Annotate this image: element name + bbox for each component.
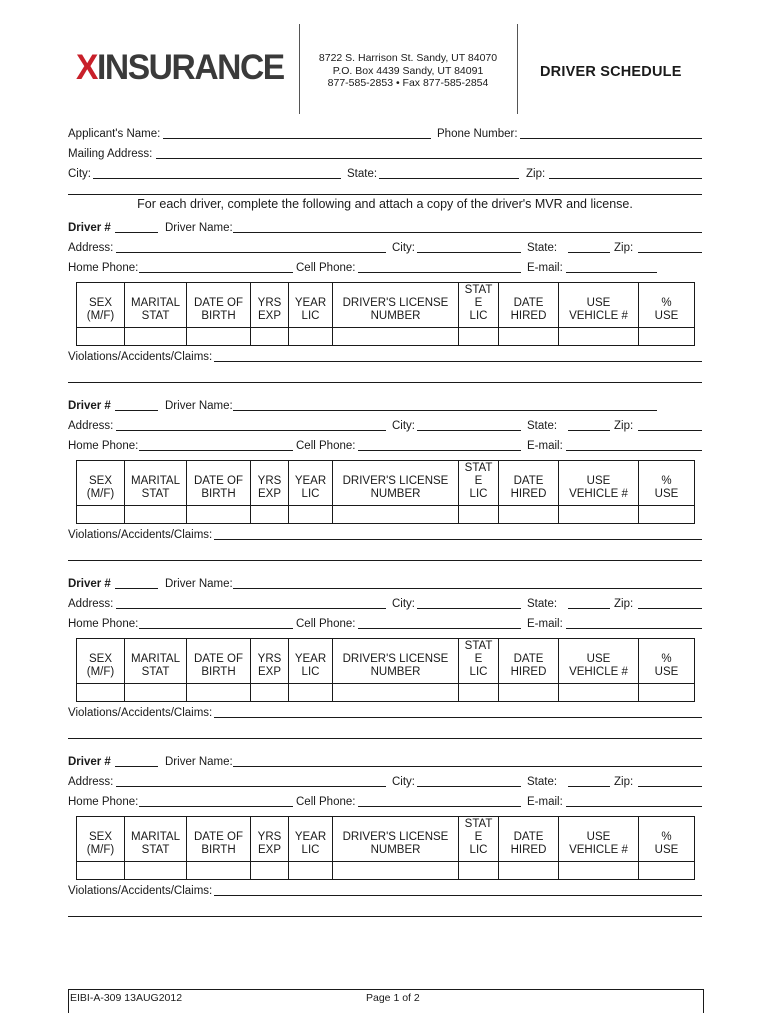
- column-header-text: SEX: [88, 475, 112, 487]
- driver-2-details-table: [76, 460, 695, 524]
- column-header-text: DRIVER'S LICENSE: [342, 653, 449, 665]
- driver-3-number-label: Driver #: [68, 578, 111, 590]
- driver-3-email-field[interactable]: [566, 628, 702, 629]
- column-header: [251, 461, 289, 506]
- column-header-text: %: [661, 831, 672, 843]
- column-header-text: VEHICLE #: [569, 844, 628, 856]
- column-header: [459, 639, 499, 684]
- driver-4-state-label: State:: [527, 776, 558, 788]
- city-label: City:: [68, 168, 91, 180]
- column-header: [77, 817, 125, 862]
- table-cell[interactable]: [187, 684, 251, 702]
- driver-4-cell-phone-field[interactable]: [358, 806, 521, 807]
- table-cell[interactable]: [499, 684, 559, 702]
- column-header: [333, 461, 459, 506]
- column-header-text: MARITAL: [131, 831, 180, 843]
- city-field[interactable]: [93, 178, 341, 179]
- driver-2-email-label: E-mail:: [527, 440, 563, 452]
- zip-label: Zip:: [526, 168, 546, 180]
- table-cell[interactable]: [125, 684, 187, 702]
- table-cell[interactable]: [187, 862, 251, 880]
- driver-3-city-field[interactable]: [417, 608, 521, 609]
- column-header-text: E: [474, 297, 483, 309]
- column-header-text: USE: [586, 297, 611, 309]
- mailing-address-label: Mailing Address:: [68, 148, 153, 160]
- phone-number-label: Phone Number:: [437, 128, 518, 140]
- column-header-text: STAT: [141, 488, 170, 500]
- column-header-text: LIC: [301, 310, 320, 322]
- table-cell[interactable]: [77, 328, 125, 346]
- driver-3-email-label: E-mail:: [527, 618, 563, 630]
- column-header-text: STAT: [464, 640, 493, 652]
- table-cell[interactable]: [639, 506, 695, 524]
- column-header-text: DATE: [513, 653, 544, 665]
- column-header-text: DATE: [513, 297, 544, 309]
- table-cell[interactable]: [289, 328, 333, 346]
- driver-4-address-field[interactable]: [116, 786, 386, 787]
- driver-3-zip-label: Zip:: [614, 598, 634, 610]
- driver-4-email-field[interactable]: [566, 806, 702, 807]
- column-header: [639, 817, 695, 862]
- applicant-name-label: Applicant's Name:: [68, 128, 161, 140]
- column-header-text: MARITAL: [131, 653, 180, 665]
- table-cell[interactable]: [499, 506, 559, 524]
- driver-3-state-label: State:: [527, 598, 558, 610]
- table-cell[interactable]: [251, 506, 289, 524]
- column-header-text: SEX: [88, 297, 112, 309]
- table-cell[interactable]: [499, 862, 559, 880]
- column-header-text: E: [474, 831, 483, 843]
- driver-4-city-label: City:: [392, 776, 415, 788]
- table-cell[interactable]: [559, 328, 639, 346]
- driver-1-email-field[interactable]: [566, 272, 657, 273]
- column-header: [499, 817, 559, 862]
- column-header: [251, 283, 289, 328]
- driver-1-cell-phone-field[interactable]: [358, 272, 521, 273]
- header-divider-left: [299, 24, 300, 114]
- column-header-text: USE: [654, 844, 679, 856]
- driver-2-violations-label: Violations/Accidents/Claims:: [68, 529, 213, 541]
- state-field[interactable]: [379, 178, 519, 179]
- driver-1-number-field[interactable]: [115, 232, 158, 233]
- column-header-text: (M/F): [86, 310, 115, 322]
- column-header-text: %: [661, 297, 672, 309]
- column-header: [459, 283, 499, 328]
- column-header-text: YEAR: [294, 475, 327, 487]
- column-header-text: VEHICLE #: [569, 488, 628, 500]
- column-header-text: EXP: [257, 310, 281, 322]
- driver-4-number-field[interactable]: [115, 766, 158, 767]
- driver-2-city-label: City:: [392, 420, 415, 432]
- table-cell[interactable]: [251, 684, 289, 702]
- driver-3-details-table: [76, 638, 695, 702]
- table-cell[interactable]: [459, 328, 499, 346]
- driver-4-home-phone-field[interactable]: [139, 806, 293, 807]
- instruction-text: For each driver, complete the following and attach a copy of the driver's MVR and license.: [137, 197, 633, 211]
- column-header-text: USE: [586, 831, 611, 843]
- column-header-text: LIC: [469, 488, 488, 500]
- driver-3-cell-phone-label: Cell Phone:: [296, 618, 356, 630]
- column-header: [251, 817, 289, 862]
- driver-2-state-field[interactable]: [568, 430, 610, 431]
- table-cell[interactable]: [333, 328, 459, 346]
- column-header-text: SEX: [88, 831, 112, 843]
- driver-2-cell-phone-label: Cell Phone:: [296, 440, 356, 452]
- table-cell[interactable]: [187, 328, 251, 346]
- column-header: [333, 283, 459, 328]
- column-header: [459, 461, 499, 506]
- column-header: [77, 461, 125, 506]
- driver-4-violations-field[interactable]: [214, 895, 702, 896]
- table-cell[interactable]: [77, 684, 125, 702]
- column-header-text: USE: [654, 488, 679, 500]
- mailing-address-field[interactable]: [156, 158, 702, 159]
- driver-4-email-label: E-mail:: [527, 796, 563, 808]
- applicant-name-field[interactable]: [163, 138, 431, 139]
- driver-1-home-phone-field[interactable]: [139, 272, 293, 273]
- column-header: [559, 817, 639, 862]
- driver-3-cell-phone-field[interactable]: [358, 628, 521, 629]
- column-header-text: NUMBER: [370, 844, 421, 856]
- driver-3-violations-field-2[interactable]: [68, 738, 702, 739]
- column-header: [639, 461, 695, 506]
- table-cell[interactable]: [289, 684, 333, 702]
- table-cell[interactable]: [559, 684, 639, 702]
- column-header-text: DATE OF: [194, 297, 243, 309]
- column-header-text: DRIVER'S LICENSE: [342, 831, 449, 843]
- page-number: Page 1 of 2: [366, 992, 420, 1004]
- column-header: [77, 283, 125, 328]
- column-header: [289, 461, 333, 506]
- company-logo: [76, 48, 285, 88]
- column-header-text: NUMBER: [370, 666, 421, 678]
- driver-4-violations-label: Violations/Accidents/Claims:: [68, 885, 213, 897]
- table-cell[interactable]: [77, 862, 125, 880]
- column-header: [187, 461, 251, 506]
- driver-1-home-phone-label: Home Phone:: [68, 262, 139, 274]
- driver-1-city-field[interactable]: [417, 252, 521, 253]
- driver-1-violations-field[interactable]: [214, 361, 702, 362]
- driver-3-home-phone-label: Home Phone:: [68, 618, 139, 630]
- column-header-text: EXP: [257, 666, 281, 678]
- column-header-text: YRS: [257, 653, 282, 665]
- driver-3-violations-field[interactable]: [214, 717, 702, 718]
- column-header-text: DRIVER'S LICENSE: [342, 297, 449, 309]
- column-header-text: LIC: [469, 310, 488, 322]
- driver-2-number-field[interactable]: [115, 410, 158, 411]
- column-header: [125, 461, 187, 506]
- driver-2-violations-field-2[interactable]: [68, 560, 702, 561]
- driver-4-details-table: [76, 816, 695, 880]
- column-header-text: DATE: [513, 831, 544, 843]
- table-cell[interactable]: [639, 862, 695, 880]
- driver-4-zip-field[interactable]: [638, 786, 702, 787]
- column-header: [499, 639, 559, 684]
- column-header: [559, 461, 639, 506]
- table-cell[interactable]: [251, 328, 289, 346]
- column-header-text: LIC: [469, 666, 488, 678]
- driver-4-zip-label: Zip:: [614, 776, 634, 788]
- header-divider-right: [517, 24, 518, 114]
- table-cell[interactable]: [459, 862, 499, 880]
- column-header-text: STAT: [141, 666, 170, 678]
- driver-3-violations-label: Violations/Accidents/Claims:: [68, 707, 213, 719]
- column-header-text: STAT: [464, 818, 493, 830]
- driver-1-name-label: Driver Name:: [165, 222, 233, 234]
- column-header: [333, 639, 459, 684]
- column-header: [289, 817, 333, 862]
- table-cell[interactable]: [333, 684, 459, 702]
- driver-4-name-field[interactable]: [233, 766, 702, 767]
- driver-2-home-phone-label: Home Phone:: [68, 440, 139, 452]
- table-cell[interactable]: [125, 862, 187, 880]
- column-header-text: NUMBER: [370, 310, 421, 322]
- driver-1-number-label: Driver #: [68, 222, 111, 234]
- table-cell[interactable]: [459, 684, 499, 702]
- column-header-text: HIRED: [510, 488, 547, 500]
- column-header: [187, 639, 251, 684]
- driver-4-state-field[interactable]: [568, 786, 610, 787]
- driver-4-number-label: Driver #: [68, 756, 111, 768]
- table-cell[interactable]: [333, 862, 459, 880]
- column-header-text: YEAR: [294, 831, 327, 843]
- table-cell[interactable]: [559, 506, 639, 524]
- driver-2-address-label: Address:: [68, 420, 114, 432]
- table-cell[interactable]: [333, 506, 459, 524]
- driver-1-address-label: Address:: [68, 242, 114, 254]
- driver-2-zip-label: Zip:: [614, 420, 634, 432]
- column-header-text: MARITAL: [131, 297, 180, 309]
- driver-1-state-field[interactable]: [568, 252, 610, 253]
- column-header-text: BIRTH: [201, 310, 236, 322]
- column-header: [499, 283, 559, 328]
- driver-1-email-label: E-mail:: [527, 262, 563, 274]
- section-rule: [68, 194, 702, 195]
- driver-3-number-field[interactable]: [115, 588, 158, 589]
- driver-2-home-phone-field[interactable]: [139, 450, 293, 451]
- driver-2-name-field[interactable]: [233, 410, 657, 411]
- driver-2-number-label: Driver #: [68, 400, 111, 412]
- logo-wordmark: INSURANCE: [96, 48, 284, 87]
- column-header-text: USE: [654, 666, 679, 678]
- table-cell[interactable]: [499, 328, 559, 346]
- column-header-text: SEX: [88, 653, 112, 665]
- driver-4-home-phone-label: Home Phone:: [68, 796, 139, 808]
- column-header-text: HIRED: [510, 310, 547, 322]
- driver-2-address-field[interactable]: [116, 430, 386, 431]
- column-header-text: DRIVER'S LICENSE: [342, 475, 449, 487]
- driver-3-address-label: Address:: [68, 598, 114, 610]
- column-header-text: YRS: [257, 297, 282, 309]
- column-header-text: USE: [586, 475, 611, 487]
- column-header-text: BIRTH: [201, 666, 236, 678]
- column-header: [125, 817, 187, 862]
- driver-1-cell-phone-label: Cell Phone:: [296, 262, 356, 274]
- column-header-text: (M/F): [86, 666, 115, 678]
- column-header: [187, 283, 251, 328]
- column-header-text: (M/F): [86, 844, 115, 856]
- address-line-2: P.O. Box 4439 Sandy, UT 84091: [332, 64, 484, 77]
- column-header-text: %: [661, 475, 672, 487]
- table-cell[interactable]: [251, 862, 289, 880]
- column-header-text: YEAR: [294, 297, 327, 309]
- column-header: [187, 817, 251, 862]
- table-cell[interactable]: [639, 328, 695, 346]
- column-header-text: BIRTH: [201, 844, 236, 856]
- column-header-text: DATE OF: [194, 831, 243, 843]
- driver-2-email-field[interactable]: [566, 450, 702, 451]
- column-header-text: STAT: [464, 284, 493, 296]
- column-header: [289, 283, 333, 328]
- driver-1-zip-field[interactable]: [638, 252, 702, 253]
- column-header-text: VEHICLE #: [569, 666, 628, 678]
- column-header: [125, 283, 187, 328]
- column-header-text: %: [661, 653, 672, 665]
- column-header: [459, 817, 499, 862]
- column-header-text: (M/F): [86, 488, 115, 500]
- table-cell[interactable]: [459, 506, 499, 524]
- driver-2-name-label: Driver Name:: [165, 400, 233, 412]
- driver-1-address-field[interactable]: [116, 252, 386, 253]
- table-cell[interactable]: [559, 862, 639, 880]
- column-header: [559, 283, 639, 328]
- logo-x-mark: X: [76, 48, 97, 87]
- column-header-text: USE: [654, 310, 679, 322]
- column-header-text: LIC: [301, 488, 320, 500]
- driver-1-violations-field-2[interactable]: [68, 382, 702, 383]
- driver-4-address-label: Address:: [68, 776, 114, 788]
- form-code: EIBI-A-309 13AUG2012: [70, 992, 183, 1004]
- table-cell[interactable]: [77, 506, 125, 524]
- column-header-text: DATE OF: [194, 475, 243, 487]
- column-header-text: BIRTH: [201, 488, 236, 500]
- column-header: [559, 639, 639, 684]
- column-header-text: YEAR: [294, 653, 327, 665]
- column-header: [77, 639, 125, 684]
- driver-3-name-field[interactable]: [233, 588, 702, 589]
- column-header-text: DATE OF: [194, 653, 243, 665]
- column-header: [125, 639, 187, 684]
- driver-3-home-phone-field[interactable]: [139, 628, 293, 629]
- driver-3-city-label: City:: [392, 598, 415, 610]
- company-address: [318, 52, 498, 90]
- table-cell[interactable]: [125, 328, 187, 346]
- address-line-3: 877-585-2853 • Fax 877-585-2854: [327, 77, 489, 89]
- column-header-text: YRS: [257, 475, 282, 487]
- driver-4-name-label: Driver Name:: [165, 756, 233, 768]
- column-header-text: STAT: [141, 310, 170, 322]
- driver-1-zip-label: Zip:: [614, 242, 634, 254]
- column-header: [251, 639, 289, 684]
- driver-1-city-label: City:: [392, 242, 415, 254]
- document-title: DRIVER SCHEDULE: [540, 64, 682, 80]
- column-header-text: STAT: [141, 844, 170, 856]
- table-cell[interactable]: [289, 506, 333, 524]
- driver-1-state-label: State:: [527, 242, 558, 254]
- column-header-text: VEHICLE #: [569, 310, 628, 322]
- column-header: [499, 461, 559, 506]
- table-cell[interactable]: [125, 506, 187, 524]
- driver-1-violations-label: Violations/Accidents/Claims:: [68, 351, 213, 363]
- column-header: [639, 283, 695, 328]
- driver-1-details-table: [76, 282, 695, 346]
- driver-3-zip-field[interactable]: [638, 608, 702, 609]
- column-header-text: LIC: [301, 844, 320, 856]
- column-header-text: MARITAL: [131, 475, 180, 487]
- column-header-text: USE: [586, 653, 611, 665]
- column-header-text: LIC: [301, 666, 320, 678]
- column-header: [289, 639, 333, 684]
- table-cell[interactable]: [639, 684, 695, 702]
- column-header-text: EXP: [257, 844, 281, 856]
- driver-3-state-field[interactable]: [568, 608, 610, 609]
- column-header: [333, 817, 459, 862]
- state-label: State:: [347, 168, 378, 180]
- driver-4-cell-phone-label: Cell Phone:: [296, 796, 356, 808]
- column-header-text: LIC: [469, 844, 488, 856]
- column-header: [639, 639, 695, 684]
- phone-number-field[interactable]: [520, 138, 702, 139]
- driver-2-city-field[interactable]: [417, 430, 521, 431]
- driver-3-name-label: Driver Name:: [165, 578, 233, 590]
- column-header-text: NUMBER: [370, 488, 421, 500]
- driver-2-zip-field[interactable]: [638, 430, 702, 431]
- driver-2-cell-phone-field[interactable]: [358, 450, 521, 451]
- column-header-text: EXP: [257, 488, 281, 500]
- driver-1-name-field[interactable]: [233, 232, 702, 233]
- driver-3-address-field[interactable]: [116, 608, 386, 609]
- column-header-text: E: [474, 653, 483, 665]
- column-header-text: DATE: [513, 475, 544, 487]
- column-header-text: STAT: [464, 462, 493, 474]
- driver-4-violations-field-2[interactable]: [68, 916, 702, 917]
- table-cell[interactable]: [187, 506, 251, 524]
- table-cell[interactable]: [289, 862, 333, 880]
- address-line-1: 8722 S. Harrison St. Sandy, UT 84070: [318, 52, 498, 64]
- column-header-text: YRS: [257, 831, 282, 843]
- column-header-text: HIRED: [510, 666, 547, 678]
- driver-2-violations-field[interactable]: [214, 539, 702, 540]
- column-header-text: HIRED: [510, 844, 547, 856]
- driver-4-city-field[interactable]: [417, 786, 521, 787]
- column-header-text: E: [474, 475, 483, 487]
- driver-2-state-label: State:: [527, 420, 558, 432]
- zip-field[interactable]: [549, 178, 702, 179]
